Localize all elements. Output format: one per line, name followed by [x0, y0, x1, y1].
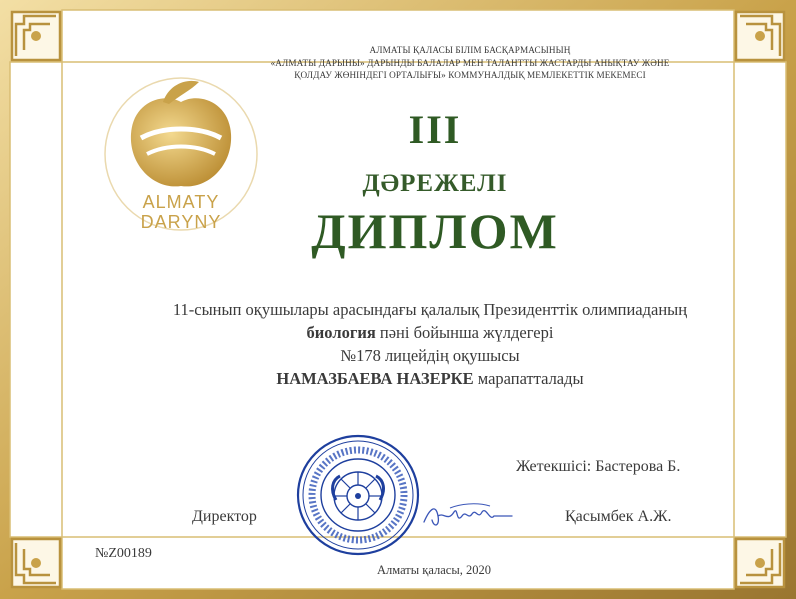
official-stamp-seal — [296, 434, 420, 556]
award-line-3: №178 лицейдің оқушысы — [340, 346, 520, 365]
award-text — [100, 298, 760, 390]
director-label: Директор — [192, 508, 257, 525]
header-line-1: АЛМАТЫ ҚАЛАСЫ БІЛІМ БАСҚАРМАСЫНЫҢ — [369, 45, 571, 55]
degree-word: ДӘРЕЖЕЛІ — [362, 170, 508, 197]
almaty-daryny-logo — [103, 62, 259, 238]
subject-name: биология — [306, 323, 376, 342]
corner-ornament-top-right-icon — [736, 12, 784, 60]
header-line-2: «АЛМАТЫ ДАРЫНЫ» ДАРЫНДЫ БАЛАЛАР МЕН ТАЛАНТТЫ ЖАСТАРДЫ АНЫҚТАУ ЖӘНЕ — [270, 57, 670, 68]
award-line-2-rest: пәні бойынша жүлдегері — [375, 323, 554, 342]
student-name: НАМАЗБАЕВА НАЗЕРКЕ — [276, 369, 474, 388]
place-and-date: Алматы қаласы, 2020 — [376, 563, 491, 577]
award-line-4-rest: марапатталады — [473, 369, 584, 388]
supervisor-line: Жетекшісі: Бастерова Б. — [516, 458, 681, 475]
document-number: №Z00189 — [95, 546, 152, 561]
director-name: Қасымбек А.Ж. — [565, 508, 672, 525]
logo-text-line-1: ALMATY — [142, 192, 220, 212]
logo-text-line-2: DARYNY — [140, 212, 222, 232]
award-line-1: 11-сынып оқушылары арасындағы қалалық Президенттік олимпиаданың — [172, 300, 688, 319]
award-line-2 — [100, 321, 760, 344]
director-signature — [420, 498, 518, 532]
issuer-header — [200, 44, 740, 82]
header-line-3: ҚОЛДАУ ЖӨНІНДЕГІ ОРТАЛЫҒЫ» КОММУНАЛДЫҚ МЕМЛЕКЕТТІК МЕКЕМЕСІ — [294, 70, 646, 80]
corner-ornament-top-left-icon — [12, 12, 60, 60]
diploma-title: ДИПЛОМ — [311, 203, 559, 259]
corner-ornament-bottom-right-icon — [736, 539, 784, 587]
corner-ornament-bottom-left-icon — [12, 539, 60, 587]
award-line-4 — [100, 367, 760, 390]
degree-number: III — [408, 107, 462, 152]
